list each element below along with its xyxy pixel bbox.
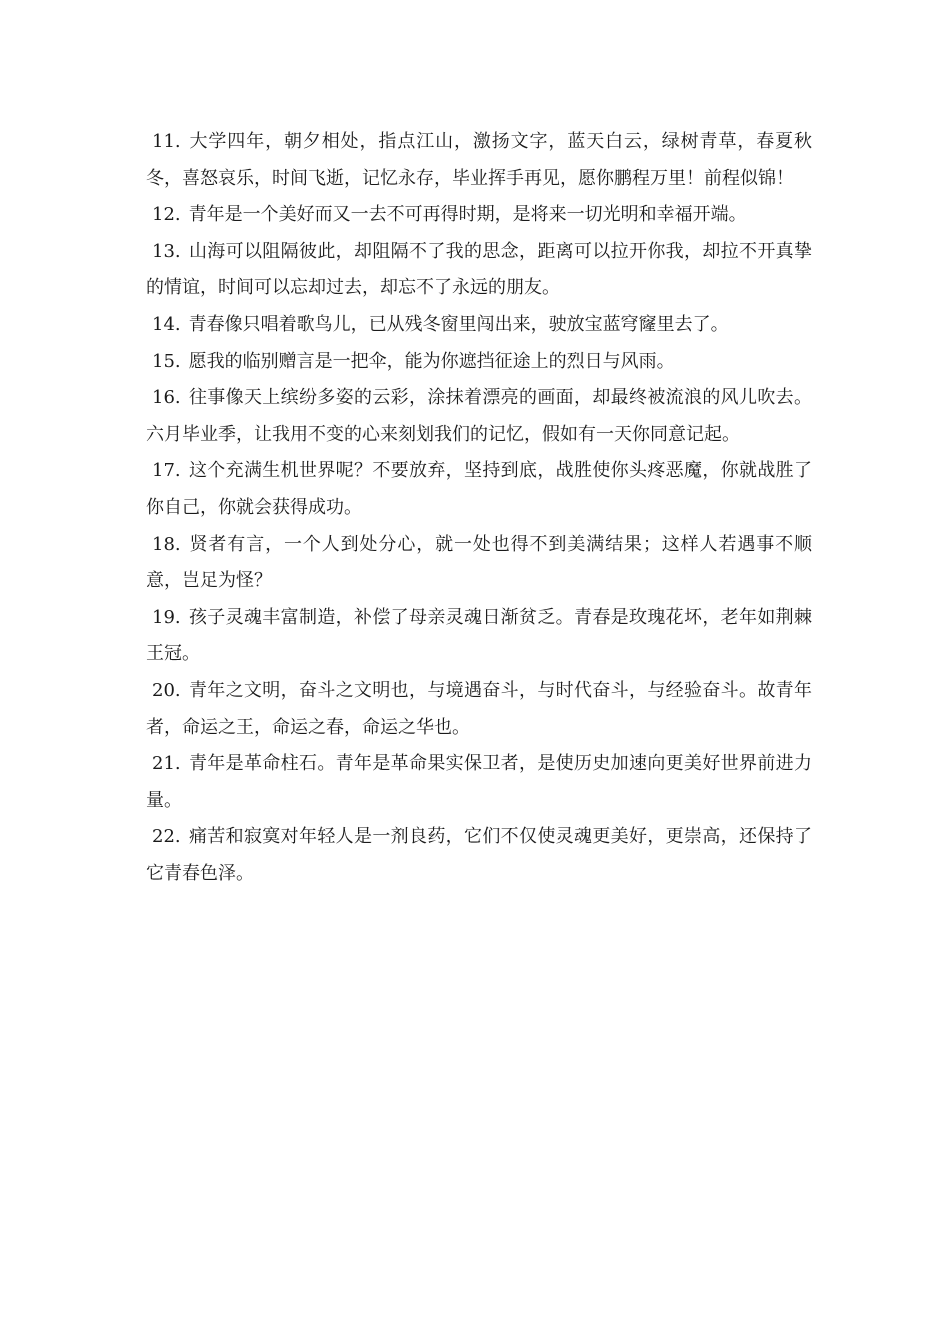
- list-item: [146, 673, 812, 746]
- list-item: [146, 453, 812, 526]
- item-text: 贤者有言，一个人到处分心，就一处也得不到美满结果；这样人若遇事不顺意，岂足为怪？: [146, 533, 812, 592]
- item-text: 孩子灵魂丰富制造，补偿了母亲灵魂日渐贫乏。青春是玫瑰花坏，老年如荆棘王冠。: [146, 606, 812, 665]
- item-number: 22.: [152, 826, 181, 848]
- list-item: [146, 527, 812, 600]
- item-number: 13.: [152, 240, 181, 262]
- item-text: 青春像只唱着歌鸟儿，已从残冬窗里闯出来，驶放宝蓝穹窿里去了。: [188, 313, 729, 335]
- list-item: [146, 124, 812, 197]
- item-text: 这个充满生机世界呢？不要放弃，坚持到底，战胜使你头疼恶魔，你就战胜了你自己，你就会获得成功。: [146, 460, 812, 518]
- item-text: 青年是一个美好而又一去不可再得时期，是将来一切光明和幸福开端。: [188, 204, 747, 226]
- item-text: 青年是革命柱石。青年是革命果实保卫者，是使历史加速向更美好世界前进力量。: [146, 753, 812, 811]
- item-number: 18.: [152, 533, 181, 555]
- item-number: 11.: [152, 131, 181, 152]
- item-number: 14.: [152, 313, 181, 335]
- list-item: [146, 344, 812, 381]
- item-text: 愿我的临别赠言是一把伞，能为你遮挡征途上的烈日与风雨。: [188, 350, 675, 372]
- item-text: 青年之文明，奋斗之文明也，与境遇奋斗，与时代奋斗，与经验奋斗。故青年者，命运之王，命运之春，命运之华也。: [146, 679, 812, 738]
- item-number: 17.: [152, 460, 181, 482]
- quote-list: [146, 124, 812, 892]
- item-number: 20.: [152, 679, 181, 701]
- item-number: 16.: [152, 387, 181, 409]
- list-item: [146, 197, 812, 234]
- list-item: [146, 380, 812, 453]
- list-item: [146, 600, 812, 673]
- item-text: 大学四年，朝夕相处，指点江山，激扬文字，蓝天白云，绿树青草，春夏秋冬，喜怒哀乐，时间飞逝，记忆永存，毕业挥手再见，愿你鹏程万里！前程似锦！: [146, 131, 812, 189]
- item-text: 山海可以阻隔彼此，却阻隔不了我的思念，距离可以拉开你我，却拉不开真挚的情谊，时间可以忘却过去，却忘不了永远的朋友。: [146, 240, 812, 299]
- list-item: [146, 746, 812, 819]
- list-item: [146, 234, 812, 307]
- list-item: [146, 307, 812, 344]
- item-text: 往事像天上缤纷多姿的云彩，涂抹着漂亮的画面，却最终被流浪的风儿吹去。六月毕业季，让我用不变的心来刻划我们的记忆，假如有一天你同意记起。: [146, 387, 812, 445]
- item-number: 19.: [152, 606, 181, 628]
- item-number: 15.: [152, 350, 181, 372]
- item-text: 痛苦和寂寞对年轻人是一剂良药，它们不仅使灵魂更美好，更崇高，还保持了它青春色泽。: [146, 826, 812, 884]
- list-item: [146, 819, 812, 892]
- item-number: 21.: [152, 753, 181, 775]
- item-number: 12.: [152, 204, 181, 226]
